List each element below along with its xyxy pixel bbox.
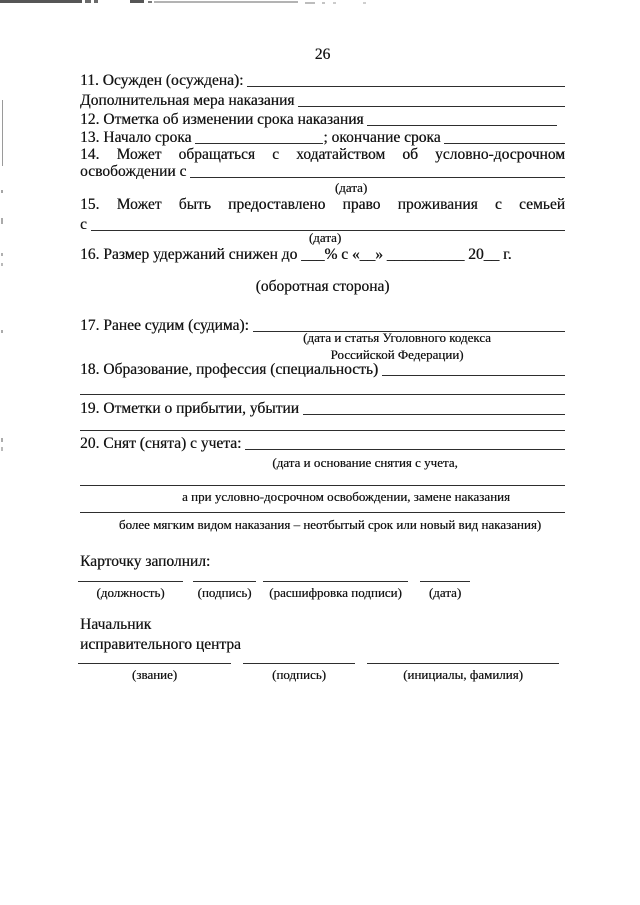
signature-row-filler [78,581,470,600]
form-item-13 [80,129,565,146]
form-item-12 [80,111,565,128]
scan-artifact [1,438,3,442]
form-item-18 [80,361,565,378]
form-item-14-line1: 14. Может обращаться с ходатайством об условно-досрочном [80,146,565,163]
signature-cell-rank [78,663,231,682]
chief-title-line1: Начальник [80,616,152,633]
scan-artifact [1,253,3,256]
signature-cell-name-decoded [263,581,408,600]
scan-artifact [130,0,144,3]
form-item-11-blank-line [247,86,565,87]
card-filled-by-label: Карточку заполнил: [80,553,211,570]
signature-cell-chief-signature [243,663,355,682]
signature-caption-chief-signature: (подпись) [272,667,326,682]
form-item-14-blank-line [190,177,565,178]
scan-artifact [0,0,82,3]
form-item-18-label: 18. Образование, профессия (специальность) [80,361,382,378]
form-item-20-caption-line2: а при условно-досрочном освобождении, замене наказания [182,489,510,504]
form-item-11-label: 11. Осужден (осуждена): [80,72,248,89]
form-item-12-label: 12. Отметка об изменении срока наказания [80,111,368,128]
signature-caption-name-decoded: (расшифровка подписи) [269,585,402,600]
scan-artifact [1,263,3,266]
form-item-15-line2-label: с [80,216,91,233]
form-item-20-blank-line [245,449,565,450]
form-item-11-additional-blank-line [298,106,565,107]
signature-caption-initials-surname: (инициалы, фамилия) [403,667,523,682]
scan-artifact [148,1,152,3]
page-number: 26 [314,46,331,63]
scan-artifact [1,330,3,333]
form-item-16-label: 16. Размер удержаний снижен до ___% с «__» __________ 20__ г. [80,246,512,263]
scan-artifact [322,2,325,4]
form-item-11-additional [80,92,565,109]
form-item-18-blank-line-2 [80,394,565,395]
form-item-19-blank-line [303,414,565,415]
chief-title-line2: исправительного центра [80,636,241,653]
form-item-20-blank-line-2 [80,485,565,486]
scan-artifact [2,100,3,166]
form-item-19-label: 19. Отметки о прибытии, убытии [80,400,303,417]
signature-cell-signature [193,581,256,600]
form-item-19-blank-line-2 [80,430,565,431]
form-item-17-caption-line2: Российской Федерации) [330,347,464,362]
form-item-13-end-blank-line [444,143,565,144]
form-item-20-label: 20. Снят (снята) с учета: [80,435,246,452]
form-item-14-line2 [80,163,565,180]
form-item-15-caption-date: (дата) [308,230,342,245]
scan-artifact [94,0,98,3]
signature-caption-signature: (подпись) [197,585,252,600]
scan-artifact [333,2,336,4]
form-item-13-mid-label: ; окончание срока [323,129,445,146]
scan-artifact [154,1,298,3]
scan-artifact [1,447,3,451]
form-item-18-blank-line [382,375,565,376]
signature-row-chief [78,663,559,682]
form-item-17-label: 17. Ранее судим (судима): [80,317,253,334]
scan-artifact [305,2,315,4]
form-item-15-line1: 15. Может быть предоставлено право проживания с семьей [80,196,565,213]
form-item-12-blank-line [367,125,557,126]
scan-artifact [363,2,366,4]
signature-cell-date [420,581,470,600]
form-item-13-start-blank-line [195,143,323,144]
form-item-14-caption-date: (дата) [334,180,368,195]
back-side-note: (оборотная сторона) [255,278,390,295]
signature-caption-position: (должность) [96,585,165,600]
form-item-20-caption-line3: более мягким видом наказания – неотбытый срок или новый вид наказания) [118,517,542,532]
form-item-20-blank-line-3 [80,512,565,513]
signature-cell-position [78,581,183,600]
scan-artifact [85,0,91,3]
scan-artifact [1,190,3,193]
form-item-19 [80,400,565,417]
signature-caption-rank: (звание) [131,667,178,682]
form-item-20 [80,435,565,452]
signature-caption-date: (дата) [428,585,462,600]
signature-cell-initials-surname [367,663,559,682]
form-item-20-caption-line1: (дата и основание снятия с учета, [272,455,458,470]
form-item-17-caption-line1: (дата и статья Уголовного кодекса [303,330,491,345]
form-item-13-start-label: 13. Начало срока [80,129,196,146]
form-item-11-additional-label: Дополнительная мера наказания [80,92,299,109]
form-item-14-line2-label: освобождении с [80,163,191,180]
form-item-11 [80,72,565,89]
scan-artifact [1,218,3,224]
